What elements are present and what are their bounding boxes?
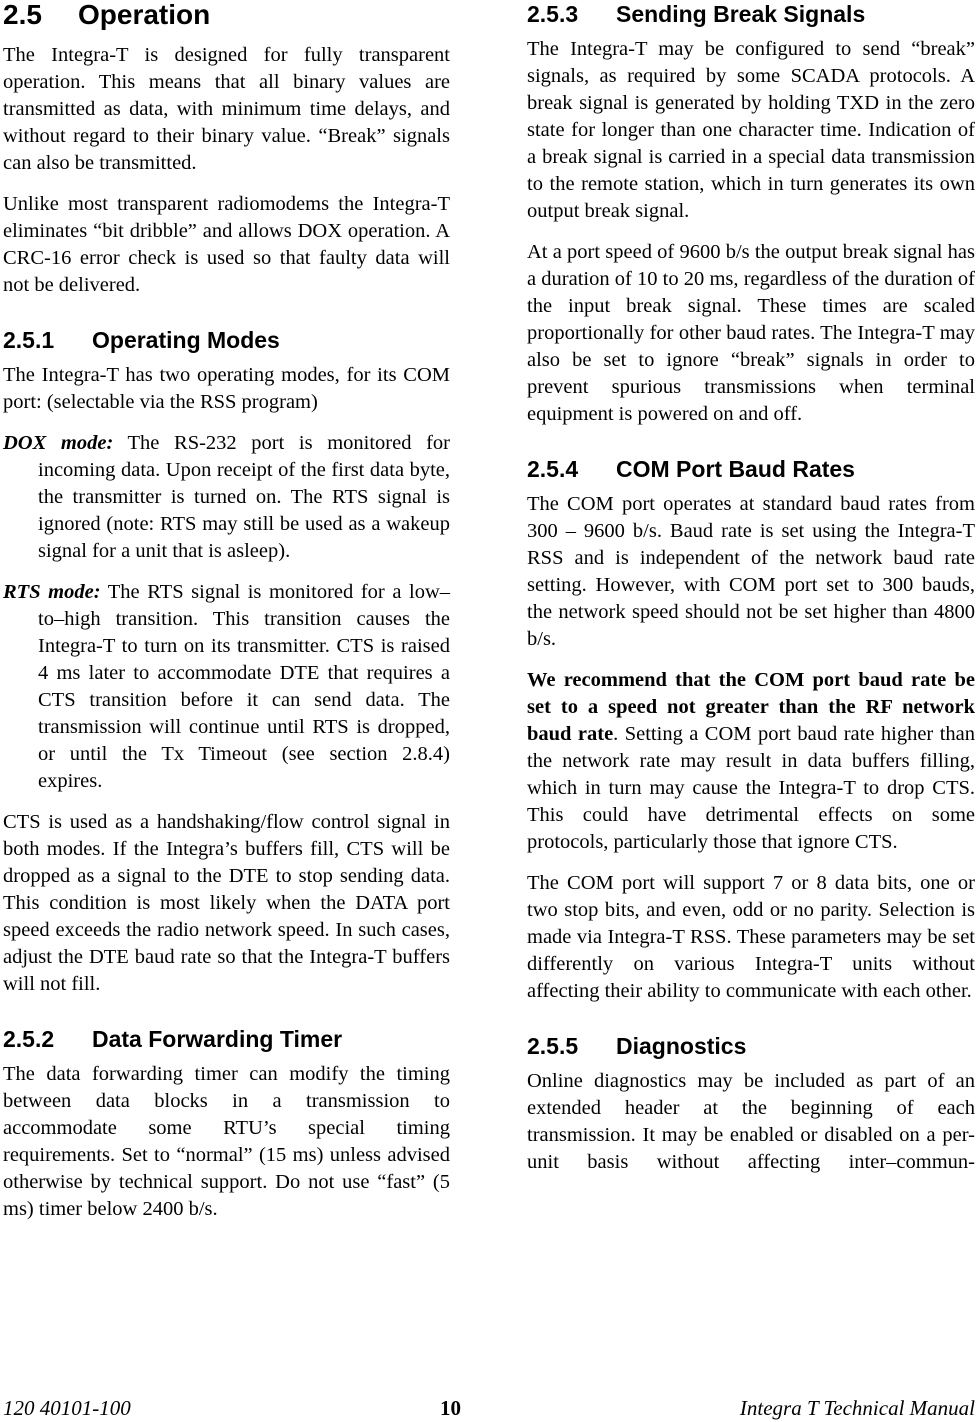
definition-term: RTS mode: <box>3 581 101 603</box>
paragraph: CTS is used as a handshaking/flow control signal in both modes. If the Integra’s buffers fill, CTS will be dropped as a signal to the DTE to stop sending data. This condition is most likely when the DATA port speed exceeds the radio network speed. In such cases, adjust the DTE baud rate so that the Integra-T buffers will not fill. <box>3 811 450 995</box>
left-column <box>3 0 450 1237</box>
document-number: 120 40101-100 <box>3 1396 131 1420</box>
section-number: 2.5.4 <box>527 456 579 482</box>
paragraph: Unlike most transparent radiomodems the Integra-T eliminates “bit dribble” and allows DOX operation. A CRC-16 error check is used so that faulty data will not be delivered. <box>3 193 450 296</box>
section-heading-2-5-5 <box>527 1032 975 1060</box>
paragraph: The Integra-T may be configured to send “break” signals, as required by some SCADA protocols. A break signal is generated by holding TXD in the zero state for longer than one character time. Indication of a break signal is carried in a special data transmission to the remote station, which in turn generates its own output break signal. <box>527 38 975 222</box>
section-number: 2.5.3 <box>527 1 579 27</box>
section-heading-2-5-2 <box>3 1025 450 1053</box>
definition-term: DOX mode: <box>3 432 114 454</box>
recommendation-text: . Setting a COM port baud rate higher than the network rate may result in data buffers filling, which in turn may cause the Integra-T to drop CTS. This could have detrimental effects on some protocols, particularly those that ignore CTS. <box>527 723 975 853</box>
paragraph-recommendation <box>527 667 975 856</box>
section-heading-2-5 <box>3 0 450 30</box>
right-column <box>527 0 975 1190</box>
section-title: Sending Break Signals <box>616 1 866 27</box>
section-title: Operation <box>78 0 211 30</box>
definition-dox-mode <box>3 430 450 565</box>
section-number: 2.5.5 <box>527 1033 579 1059</box>
section-number: 2.5 <box>3 0 42 30</box>
recommendation-emphasis: We recommend that the COM port baud rate be set to a speed not greater than the RF network baud rate <box>527 669 975 745</box>
definition-rts-mode <box>3 579 450 795</box>
paragraph: The Integra-T is designed for fully transparent operation. This means that all binary values are transmitted as data, with minimum time delays, and without regard to their binary value. “Break” signals can also be transmitted. <box>3 44 450 174</box>
page-number: 10 <box>440 1396 461 1420</box>
section-title: Operating Modes <box>92 327 280 353</box>
manual-title: Integra T Technical Manual <box>739 1396 975 1420</box>
section-heading-2-5-4 <box>527 455 975 483</box>
section-title: Data Forwarding Timer <box>92 1026 343 1052</box>
paragraph: The Integra-T has two operating modes, for its COM port: (selectable via the RSS program) <box>3 364 450 413</box>
section-number: 2.5.2 <box>3 1026 55 1052</box>
paragraph: The COM port will support 7 or 8 data bits, one or two stop bits, and even, odd or no parity. Selection is made via Integra-T RSS. These parameters may be set differently on various Integra-T units without affecting their ability to communicate with each other. <box>527 872 975 1002</box>
section-number: 2.5.1 <box>3 327 55 353</box>
paragraph: Online diagnostics may be included as part of an extended header at the beginning of each transmission. It may be enabled or disabled on a per-unit basis without affecting inter–commun- <box>527 1070 975 1173</box>
section-heading-2-5-3 <box>527 0 975 28</box>
paragraph: At a port speed of 9600 b/s the output break signal has a duration of 10 to 20 ms, regardless of the duration of the input break signal. These times are scaled proportionally for other baud rates. The Integra-T may also be set to ignore “break” signals in order to prevent spurious transmissions when terminal equipment is powered on and off. <box>527 241 975 425</box>
section-title: Diagnostics <box>616 1033 747 1059</box>
section-title: COM Port Baud Rates <box>616 456 855 482</box>
definition-text: The RS-232 port is monitored for incoming data. Upon receipt of the first data byte, the transmitter is turned on. The RTS signal is ignored (note: RTS may still be used as a wakeup signal for a unit that is asleep). <box>38 432 450 562</box>
definition-text: The RTS signal is monitored for a low–to–high transition. This transition causes the Integra-T to turn on its transmitter. CTS is raised 4 ms later to accommodate DTE that requires a CTS transition before it can send data. The transmission will continue until RTS is dropped, or until the Tx Timeout (see section 2.8.4) expires. <box>38 581 450 792</box>
page-footer <box>0 1394 977 1422</box>
paragraph: The COM port operates at standard baud rates from 300 – 9600 b/s. Baud rate is set using the Integra-T RSS and is independent of the network baud rate setting. However, with COM port set to 300 bauds, the network speed should not be set higher than 4800 b/s. <box>527 493 975 650</box>
paragraph: The data forwarding timer can modify the timing between data blocks in a transmission to accommodate some RTU’s special timing requirements. Set to “normal” (15 ms) unless advised otherwise by technical support. Do not use “fast” (5 ms) timer below 2400 b/s. <box>3 1063 450 1220</box>
section-heading-2-5-1 <box>3 326 450 354</box>
